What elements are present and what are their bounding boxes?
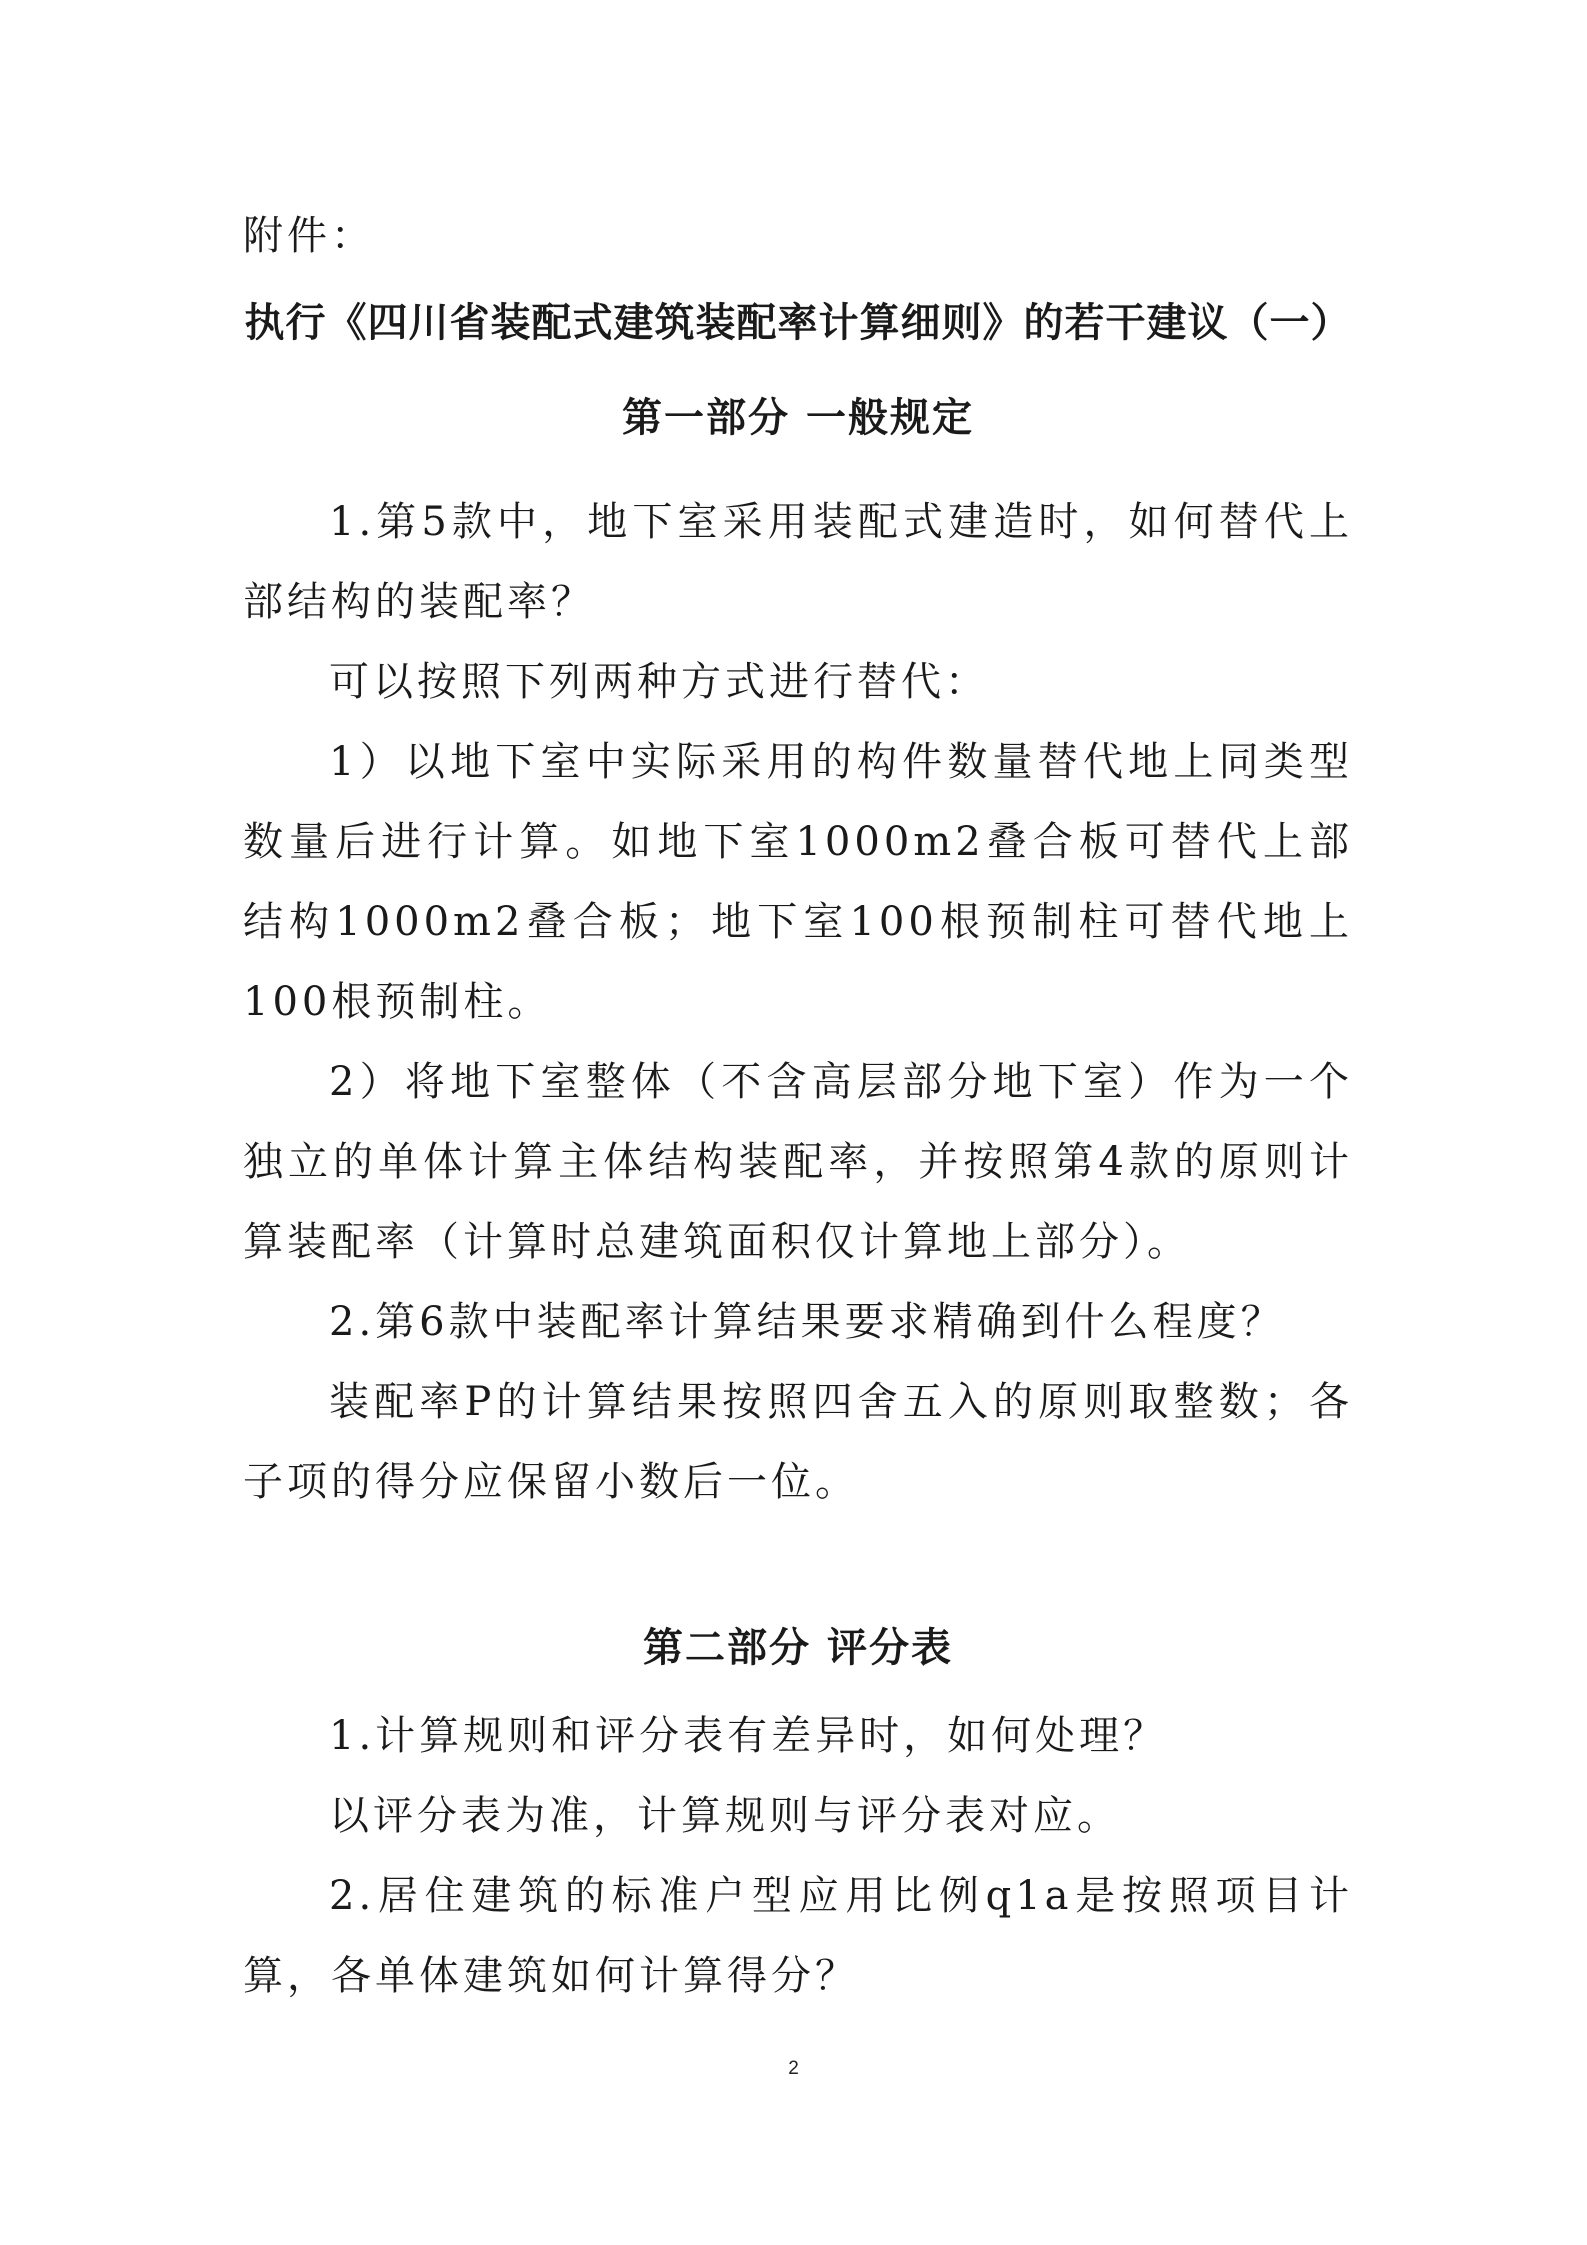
part2-question-2: 2.居住建筑的标准户型应用比例q1a是按照项目计算，各单体建筑如何计算得分？: [243, 1873, 1353, 1999]
attachment-label: 附件：: [243, 213, 375, 259]
spacer: [243, 466, 1353, 482]
part1-question-1: 1.第5款中，地下室采用装配式建造时，如何替代上部结构的装配率？: [243, 499, 1353, 625]
part2-question-1: 1.计算规则和评分表有差异时，如何处理？: [329, 1713, 1168, 1759]
part1-answer-2: 装配率P的计算结果按照四舍五入的原则取整数；各子项的得分应保留小数后一位。: [243, 1379, 1353, 1505]
document-title: 执行《四川省装配式建筑装配率计算细则》的若干建议（一）: [244, 300, 1352, 346]
part1-answer-1-intro: 可以按照下列两种方式进行替代：: [329, 659, 989, 705]
section-spacer: [243, 1522, 1353, 1600]
part1-question-2: 2.第6款中装配率计算结果要求精确到什么程度？: [329, 1299, 1285, 1345]
part1-answer-1-option-2: 2）将地下室整体（不含高层部分地下室）作为一个独立的单体计算主体结构装配率，并按照第4款的原则计算装配率（计算时总建筑面积仅计算地上部分）。: [243, 1059, 1353, 1265]
document-body: [243, 196, 1353, 2016]
part1-heading: 第一部分 一般规定: [622, 395, 974, 441]
part2-heading: 第二部分 评分表: [643, 1625, 953, 1671]
page-number: 2: [788, 2058, 799, 2079]
part2-answer-1: 以评分表为准，计算规则与评分表对应。: [329, 1793, 1121, 1839]
part1-answer-1-option-1: 1）以地下室中实际采用的构件数量替代地上同类型数量后进行计算。如地下室1000m2叠合板可替代上部结构1000m2叠合板；地下室100根预制柱可替代地上100根预制柱。: [243, 739, 1353, 1025]
